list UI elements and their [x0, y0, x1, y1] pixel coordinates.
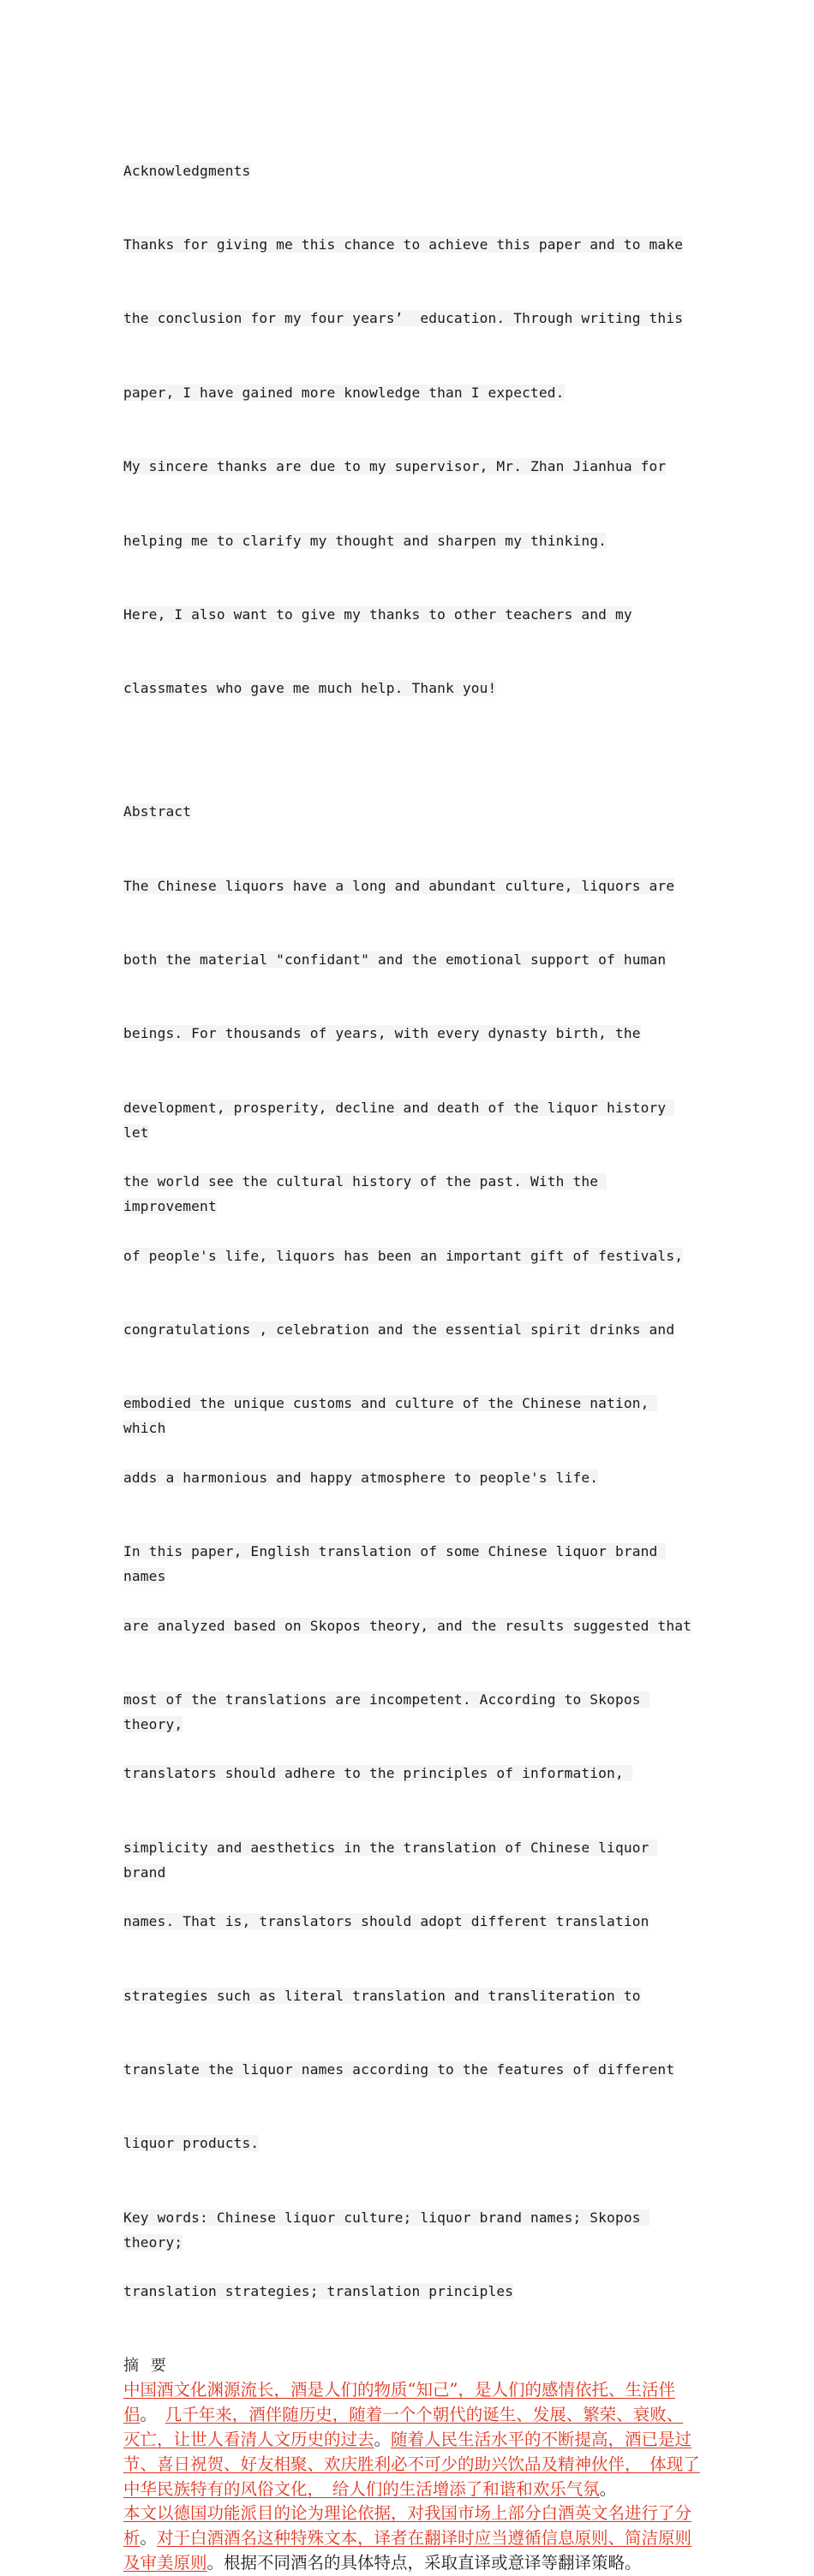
acknowledgments-section [123, 110, 696, 751]
cjk-line: 灭亡，让世人看清人文历史的过去。随着人民生活水平的不断提高，酒已是过 [123, 2429, 692, 2449]
abstract-heading: Abstract [123, 803, 192, 820]
abstract-line: development, prosperity, decline and death of the liquor history let [123, 1099, 675, 1141]
cjk-line: 节、喜日祝贺、好友相聚、欢庆胜利必不可少的助兴饮品及精神伙伴， 体现了 [123, 2454, 700, 2474]
ack-line: paper, I have gained more knowledge than I expected. [123, 384, 565, 401]
abstract-line: strategies such as literal translation and transliteration to [123, 1987, 641, 2004]
abstract-line: most of the translations are incompetent. According to Skopos theory, [123, 1691, 649, 1732]
document-page [123, 110, 700, 2576]
keywords-line: Key words: Chinese liquor culture; liquor brand names; Skopos theory; [123, 2209, 649, 2251]
cjk-line: 及审美原则。根据不同酒名的具体特点，采取直译或意译等翻译策略。 [123, 2552, 642, 2573]
abstract-line: simplicity and aesthetics in the translation of Chinese liquor brand [123, 1839, 658, 1881]
ack-line: helping me to clarify my thought and sharpen my thinking. [123, 532, 608, 549]
ack-line: Here, I also want to give my thanks to other teachers and my [123, 605, 632, 623]
abstract-line: In this paper, English translation of some Chinese liquor brand names [123, 1543, 667, 1585]
abstract-line: adds a harmonious and happy atmosphere to people's life. [123, 1469, 599, 1486]
abstract-line: The Chinese liquors have a long and abundant culture, liquors are [123, 877, 675, 894]
cjk-line: 析。对于白酒酒名这种特殊文本，译者在翻译时应当遵循信息原则、简洁原则 [123, 2528, 692, 2549]
abstract-line: embodied the unique customs and culture of the Chinese nation, which [123, 1395, 658, 1437]
abstract-line: both the material "confidant" and the emotional support of human [123, 951, 667, 969]
ack-line: the conclusion for my four years’ education. Through writing this [123, 310, 684, 327]
abstract-line: names. That is, translators should adopt different translation [123, 1913, 649, 1930]
abstract-line: liquor products. [123, 2135, 260, 2152]
cjk-line: 中华民族特有的风俗文化， 给人们的生活增添了和谐和欢乐气氛。 [123, 2478, 617, 2499]
keywords-line: translation strategies; translation principles [123, 2283, 514, 2300]
cjk-line: 侣。 几千年来，酒伴随历史，随着一个个朝代的诞生、发展、繁荣、衰败、 [123, 2405, 684, 2425]
abstract-line: of people's life, liquors has been an important gift of festivals, [123, 1247, 684, 1264]
ack-line: classmates who gave me much help. Thank you! [123, 680, 497, 697]
abstract-line: are analyzed based on Skopos theory, and the results suggested that [123, 1617, 692, 1634]
chinese-abstract-section [123, 2354, 700, 2576]
abstract-line: congratulations , celebration and the essential spirit drinks and [123, 1321, 675, 1339]
acknowledgments-heading: Acknowledgments [123, 162, 251, 179]
abstract-line: translators should adhere to the principles of information, [123, 1765, 632, 1782]
abstract-line: the world see the cultural history of the past. With the improvement [123, 1173, 608, 1215]
abstract-line: translate the liquor names according to the features of different [123, 2060, 675, 2078]
chinese-abstract-heading: 摘 要 [123, 2356, 170, 2375]
cjk-line: 本文以德国功能派目的论为理论依据，对我国市场上部分白酒英文名进行了分 [123, 2503, 692, 2524]
abstract-line: beings. For thousands of years, with every dynasty birth, the [123, 1025, 641, 1042]
ack-line: Thanks for giving me this chance to achieve this paper and to make [123, 236, 684, 253]
ack-line: My sincere thanks are due to my supervisor, Mr. Zhan Jianhua for [123, 458, 667, 475]
abstract-section [123, 751, 696, 2354]
cjk-line: 中国酒文化渊源流长，酒是人们的物质“知己”，是人们的感情依托、生活伴 [123, 2380, 675, 2400]
